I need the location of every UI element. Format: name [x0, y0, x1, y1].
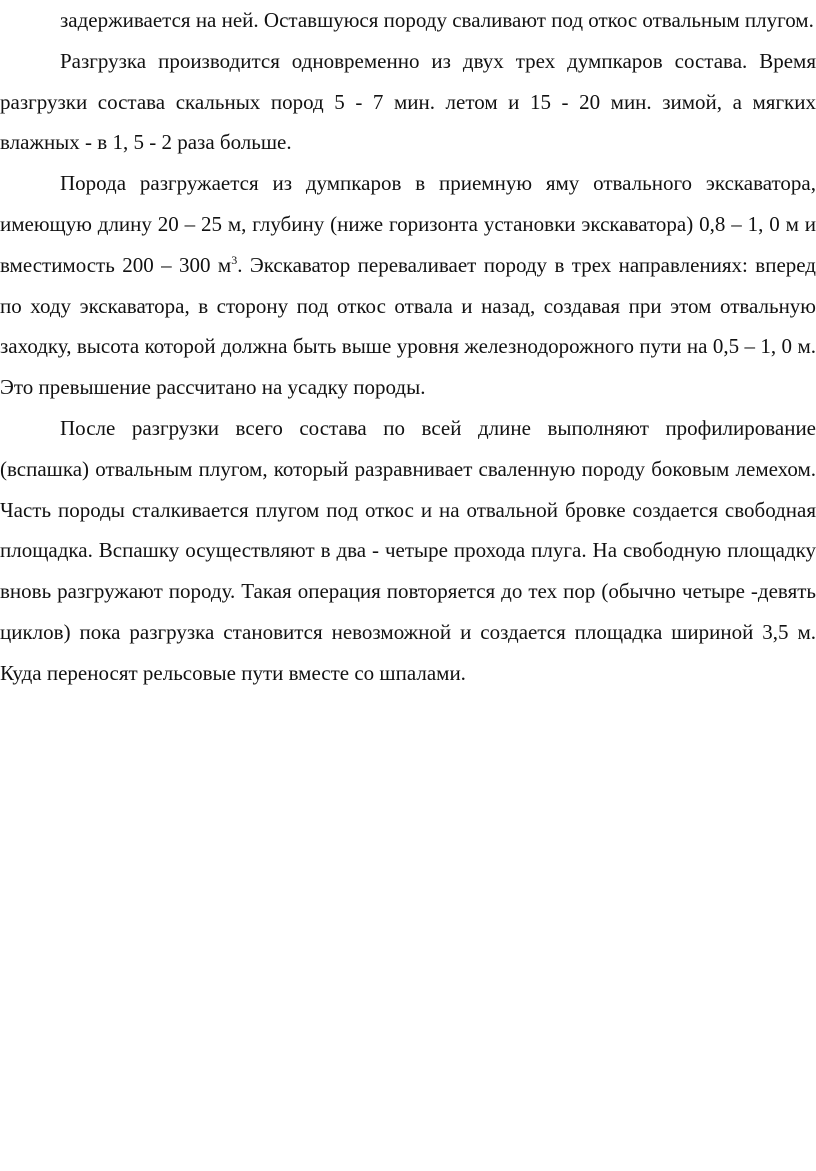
paragraph-3-text-end: . Экскаватор переваливает породу в трех направлениях: вперед по ходу экскаватора, в сторону под откос отвала и назад, создавая при этом отвальную заходку, высота которой должна быть выше уровня железнодорожного пути на 0,5 – 1, 0 м. Это превышение рассчитано на усадку породы.: [0, 252, 816, 400]
paragraph-4: После разгрузки всего состава по всей длине выполняют профилирование (вспашка) отвальным плугом, который разравнивает сваленную породу боковым лемехом. Часть породы сталкивается плугом под откос и на отвальной бровке создается свободная площадка. Вспашку осуществляют в два - четыре прохода плуга. На свободную площадку вновь разгружают породу. Такая операция повторяется до тех пор (обычно четыре -девять циклов) пока разгрузка становится невозможной и создается площадка шириной 3,5 м. Куда переносят рельсовые пути вместе со шпалами.: [0, 415, 816, 685]
paragraph-1: задерживается на ней. Оставшуюся породу сваливают под откос отвальным плугом.: [60, 8, 814, 32]
paragraph-2: Разгрузка производится одновременно из двух трех думпкаров состава. Время разгрузки состава скальных пород 5 - 7 мин. летом и 15 - 20 мин. зимой, а мягких влажных - в 1, 5 - 2 раза больше.: [0, 48, 816, 155]
paragraph-3-text-start: Порода разгружается из думпкаров в приемную яму отвального экскаватора, имеющую длину 20 – 25 м, глубину (ниже горизонта установки экскаватора) 0,8 – 1, 0 м и вместимость 200 – 300 м: [0, 171, 816, 277]
paragraph-3: [0, 163, 816, 408]
cubic-superscript: 3: [231, 252, 238, 267]
